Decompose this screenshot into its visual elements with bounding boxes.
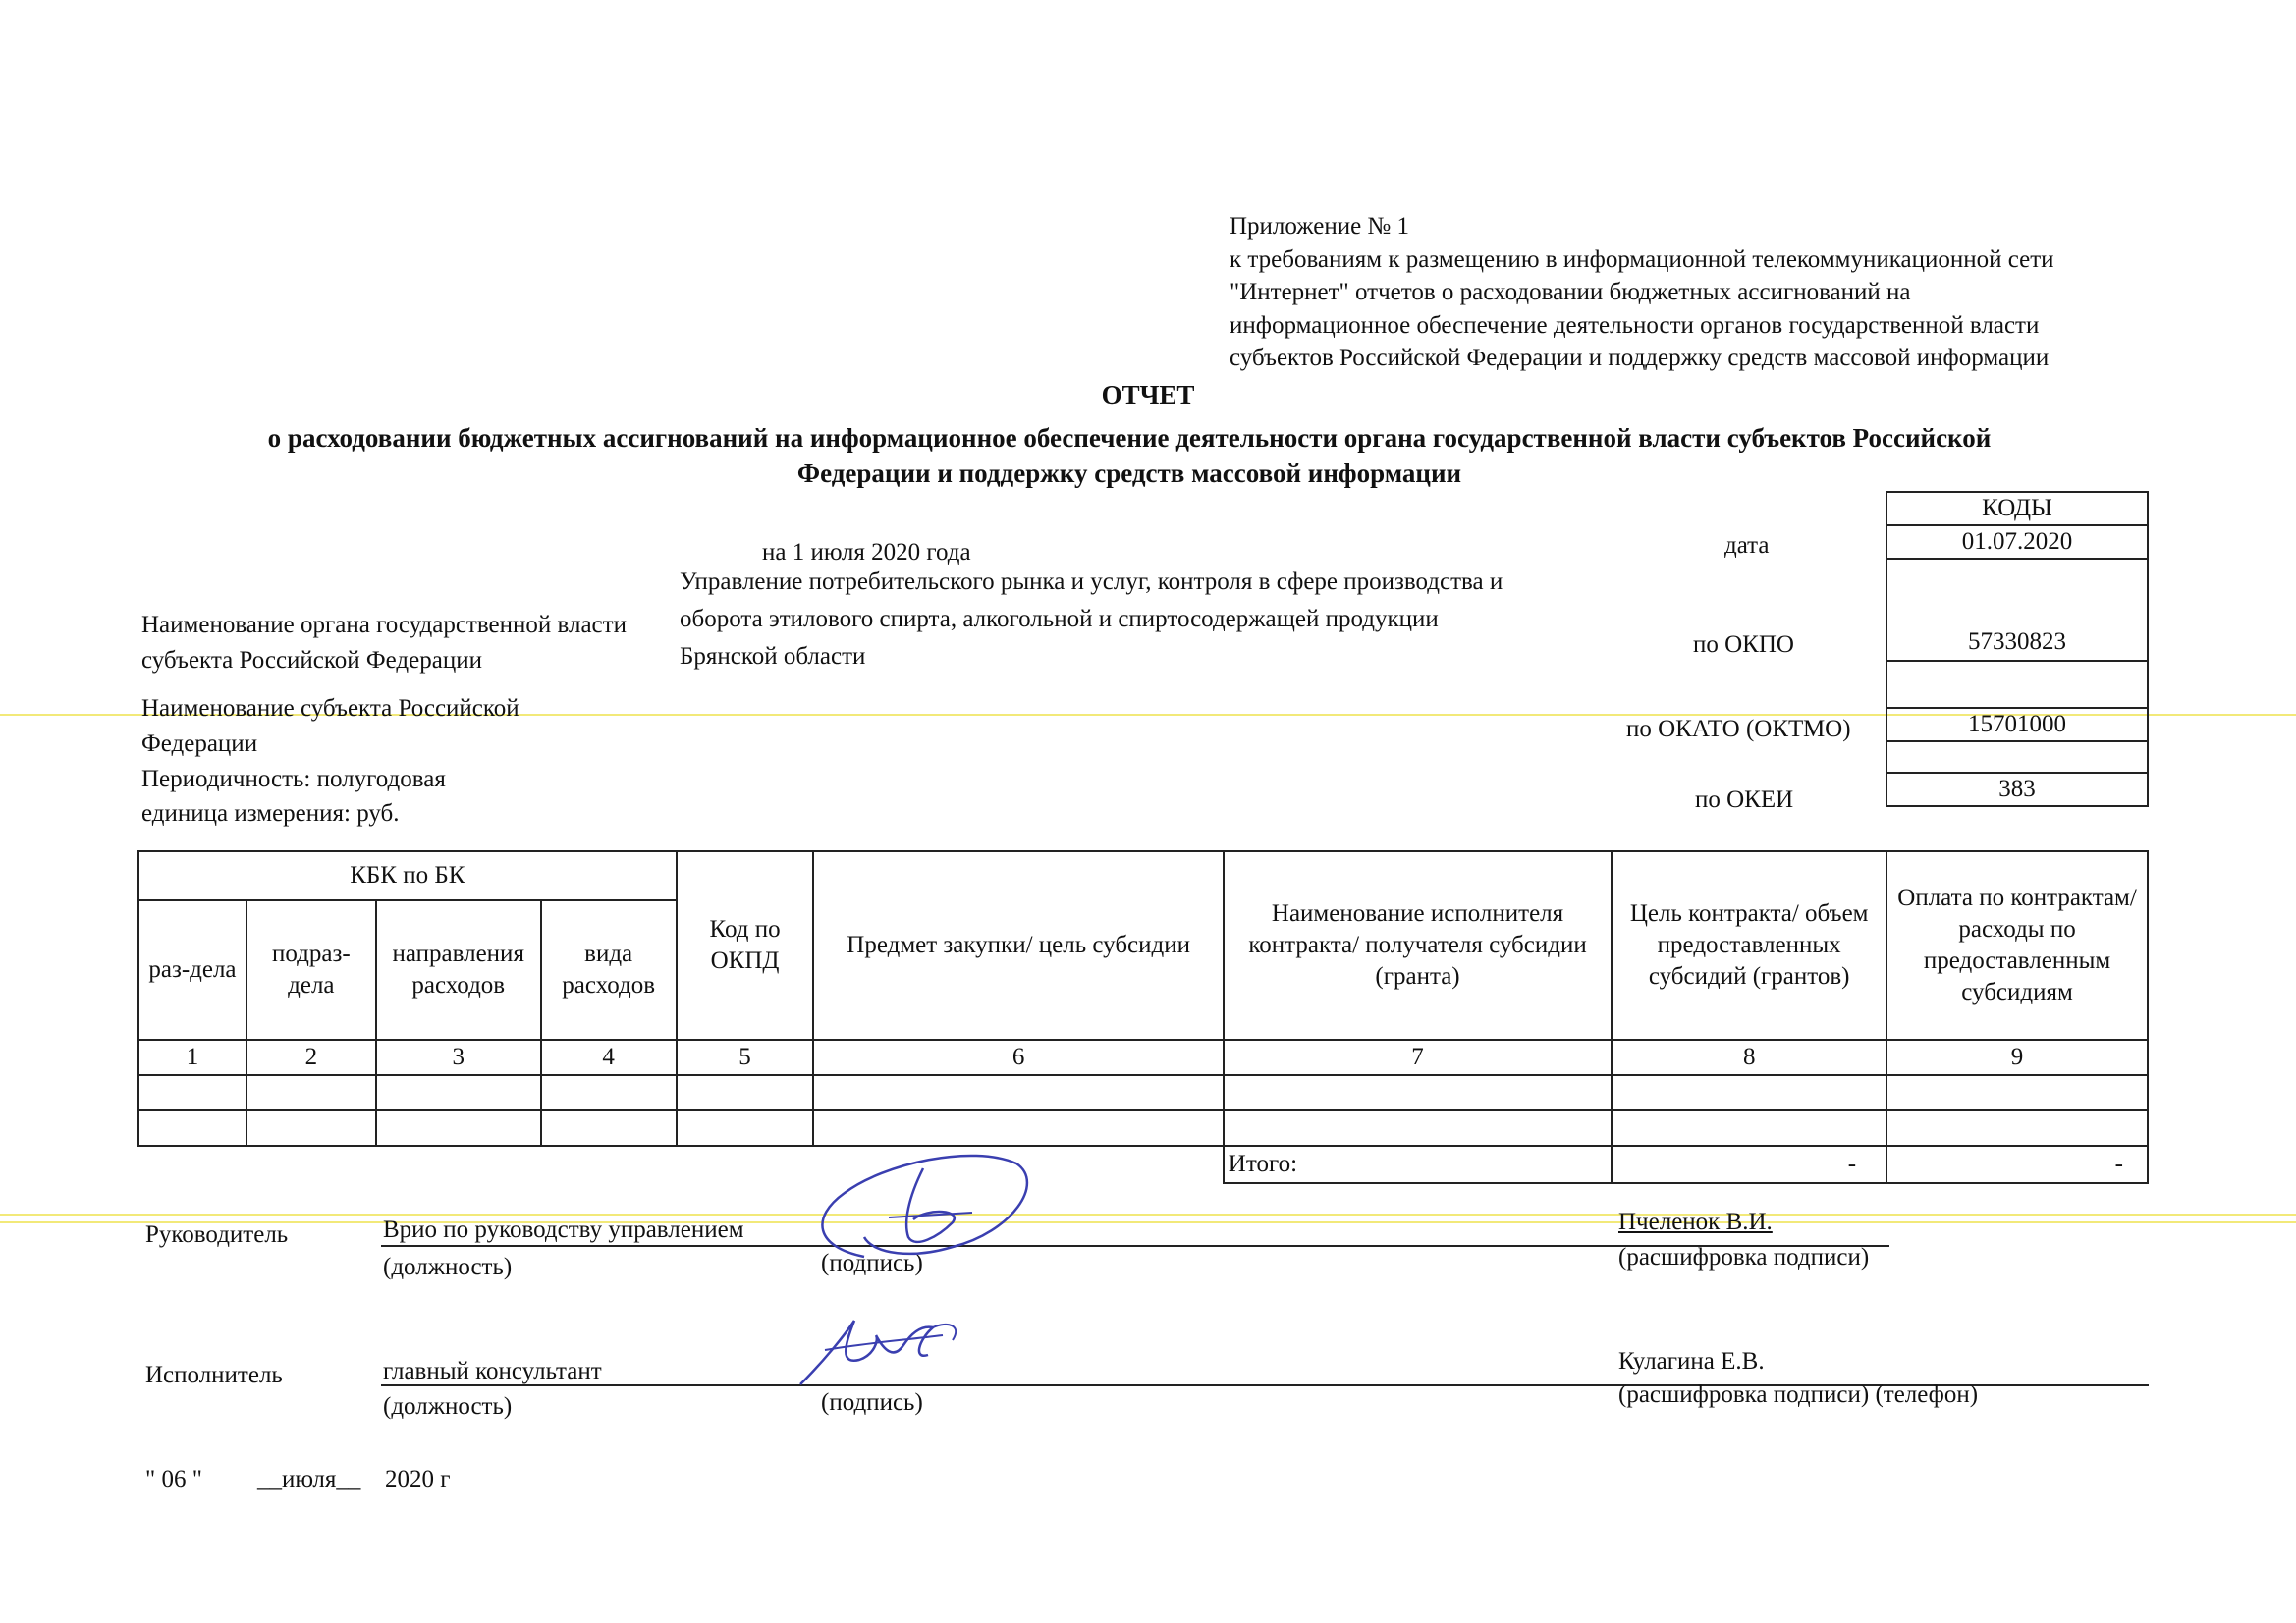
date-label: дата [1724, 532, 1770, 559]
column-header: Код по ОКПД [677, 851, 814, 1040]
codes-header: КОДЫ [1886, 492, 2148, 525]
column-header: вида расходов [541, 900, 677, 1040]
report-subtitle [157, 420, 2102, 491]
total-row [138, 1146, 2148, 1183]
expenses-table [137, 850, 2149, 1184]
total-col9: - [1886, 1146, 2148, 1183]
total-col8: - [1612, 1146, 1886, 1183]
column-number: 1 [138, 1040, 246, 1075]
executor-position: главный консультант [383, 1358, 602, 1384]
subtitle-line: Федерации и поддержку средств массовой информации [796, 459, 1462, 488]
okei-label: по ОКЕИ [1695, 786, 1794, 813]
date-month: __июля__ [257, 1466, 361, 1492]
codes-empty-cell [1886, 661, 2148, 708]
column-number: 3 [376, 1040, 541, 1075]
periodicity: Периодичность: полугодовая [141, 766, 446, 792]
table-row [138, 1110, 2148, 1146]
signature-caption: (подпись) [821, 1250, 923, 1276]
okato-label: по ОКАТО (ОКТМО) [1626, 716, 1851, 742]
organ-value-line: Брянской области [680, 643, 866, 670]
organ-label [141, 609, 627, 677]
subject-label-line: Федерации [141, 730, 258, 757]
executor-name: Кулагина Е.В. [1618, 1348, 1765, 1375]
organ-label-line: субъекта Российской Федерации [141, 647, 482, 674]
column-header: Наименование исполнителя контракта/ получателя субсидии (гранта) [1224, 851, 1612, 1040]
column-header: раз-дела [138, 900, 246, 1040]
organ-label-line: Наименование органа государственной власти [141, 612, 627, 638]
codes-empty-cell [1886, 741, 2148, 773]
column-header: направления расходов [376, 900, 541, 1040]
head-position: Врио по руководству управлением [383, 1217, 744, 1243]
column-number: 2 [246, 1040, 376, 1075]
column-header: Предмет закупки/ цель субсидии [813, 851, 1223, 1040]
column-number: 4 [541, 1040, 677, 1075]
position-caption: (должность) [383, 1254, 513, 1280]
executor-signature-icon [786, 1306, 982, 1394]
organ-value [680, 564, 1503, 676]
table-row [138, 1075, 2148, 1110]
column-header: Цель контракта/ объем предоставленных субсидий (грантов) [1612, 851, 1886, 1040]
date-year: 2020 г [385, 1466, 451, 1492]
subject-label-line: Наименование субъекта Российской [141, 695, 519, 722]
okato-value: 15701000 [1886, 708, 2148, 741]
kbk-header: КБК по БК [138, 851, 677, 900]
date-value: 01.07.2020 [1886, 525, 2148, 559]
organ-value-line: Управление потребительского рынка и услуг, контроля в сфере производства и [680, 568, 1503, 595]
head-label: Руководитель [145, 1221, 289, 1248]
total-label: Итого: [1224, 1146, 1612, 1183]
date-day: " 06 " [145, 1466, 202, 1492]
okei-value: 383 [1886, 773, 2148, 806]
column-number: 7 [1224, 1040, 1612, 1075]
column-header: Оплата по контрактам/расходы по предоставленным субсидиям [1886, 851, 2148, 1040]
position-caption: (должность) [383, 1393, 513, 1420]
scan-line [0, 1214, 2296, 1216]
column-number: 9 [1886, 1040, 2148, 1075]
appendix-line: Приложение № 1 [1230, 213, 1410, 240]
subtitle-line: о расходовании бюджетных ассигнований на информационное обеспечение деятельности органа государственной власти субъектов Российской [267, 423, 1992, 453]
signature-caption: (подпись) [821, 1389, 923, 1416]
okpo-label: по ОКПО [1693, 631, 1794, 658]
appendix-line: субъектов Российской Федерации и поддержку средств массовой информации [1230, 345, 2050, 371]
okpo-value: 57330823 [1886, 559, 2148, 661]
appendix-line: к требованиям к размещению в информационной телекоммуникационной сети [1230, 245, 2054, 273]
report-date: на 1 июля 2020 года [762, 539, 971, 566]
head-name: Пчеленок В.И. [1618, 1209, 1773, 1235]
column-header: подраз-дела [246, 900, 376, 1040]
column-number: 5 [677, 1040, 814, 1075]
unit: единица измерения: руб. [141, 800, 400, 827]
decoding-phone-caption: (расшифровка подписи) (телефон) [1618, 1381, 1979, 1408]
decoding-caption: (расшифровка подписи) [1618, 1244, 1870, 1271]
executor-label: Исполнитель [145, 1362, 283, 1388]
column-number: 8 [1612, 1040, 1886, 1075]
column-number: 6 [813, 1040, 1223, 1075]
head-signature-icon [805, 1139, 1041, 1276]
appendix-note [1230, 210, 2054, 375]
appendix-line: "Интернет" отчетов о расходовании бюджетных ассигнований на [1230, 279, 1911, 305]
scan-line [0, 1221, 2296, 1223]
codes-box [1886, 491, 2149, 807]
appendix-line: информационное обеспечение деятельности органов государственной власти [1230, 311, 2040, 339]
report-title: ОТЧЕТ [1101, 380, 1195, 409]
organ-value-line: оборота этилового спирта, алкогольной и спиртосодержащей продукции [680, 606, 1439, 632]
subject-label [141, 692, 519, 761]
